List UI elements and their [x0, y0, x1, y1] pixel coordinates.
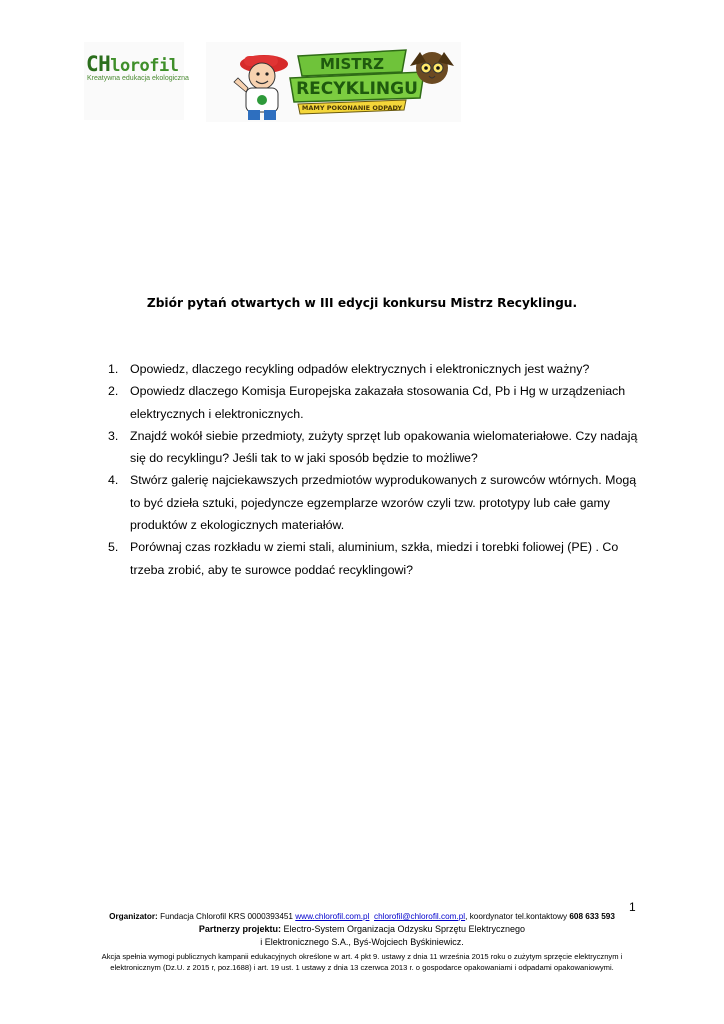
footer-partners-line	[60, 923, 664, 936]
question-list	[108, 358, 648, 581]
question-text: Stwórz galerię najciekawszych przedmiotów wyprodukowanych z surowców wtórnych. Mogą to być dzieła sztuki, pojedyncze egzemplarze wzorów czyli tzw. prototypy lub całe gamy produktów z ekologicznych materiałów.	[130, 473, 637, 533]
question-item	[108, 469, 648, 536]
footer-legal	[60, 951, 664, 973]
question-text: Opowiedz dlaczego Komisja Europejska zakazała stosowania Cd, Pb i Hg w urządzeniach elektrycznych i elektronicznych.	[130, 384, 626, 421]
website-link[interactable]: www.chlorofil.com.pl	[295, 912, 370, 921]
chlorofil-logo-rest: lorofil	[110, 56, 179, 76]
page-number: 1	[629, 900, 636, 914]
question-item	[108, 425, 648, 470]
mistrz-line2: RECYKLINGU	[296, 79, 418, 99]
question-text: Opowiedz, dlaczego recykling odpadów elektrycznych i elektronicznych jest ważny?	[130, 362, 590, 376]
question-text: Znajdź wokół siebie przedmioty, zużyty sprzęt lub opakowania wielomateriałowe. Czy nadają się do recyklingu? Jeśli tak to w jaki sposób będzie to możliwe?	[130, 428, 638, 466]
chlorofil-tagline: Kreatywna edukacja ekologiczna	[87, 75, 189, 82]
organizer-label: Organizator:	[109, 912, 158, 921]
question-number: 5.	[108, 540, 119, 555]
mistrz-line3: MAMY POKONANIE ODPADY	[301, 104, 403, 112]
legal-line1: Akcja spełnia wymogi publicznych kampanii edukacyjnych określone w art. 4 pkt 9. ustawy z dnia 11 września 2015 roku o zużytym sprzęcie elektrycznym i	[101, 952, 623, 961]
mistrz-recyklingu-illustration	[206, 42, 461, 122]
organizer-text: Fundacja Chlorofil KRS 0000393451	[157, 912, 296, 921]
chlorofil-logo	[84, 42, 189, 120]
email-link[interactable]: chlorofil@chlorofil.com.pl	[374, 912, 466, 921]
question-number: 4.	[108, 473, 119, 488]
question-item	[108, 380, 648, 425]
chlorofil-logo-text	[86, 52, 178, 76]
mistrz-line1: MISTRZ	[320, 55, 384, 73]
legal-line2: elektronicznym (Dz.U. z 2015 r, poz.1688) i art. 19 ust. 1 ustawy z dnia 13 czerwca 2013 r. o gospodarce opakowaniami i odpadami opakowaniowymi.	[110, 963, 614, 972]
question-item	[108, 536, 648, 581]
partners-text1: Electro-System Organizacja Odzysku Sprzętu Elektrycznego	[280, 924, 526, 934]
question-number: 2.	[108, 384, 119, 399]
question-number: 1.	[108, 362, 119, 376]
footer	[60, 910, 664, 973]
question-text: Porównaj czas rozkładu w ziemi stali, aluminium, szkła, miedzi i torebki foliowej (PE) . Co trzeba zrobić, aby te surowce poddać recyklingowi?	[130, 540, 619, 577]
question-item	[108, 358, 648, 380]
document-title: Zbiór pytań otwartych w III edycji konkursu Mistrz Recyklingu.	[146, 296, 578, 310]
mistrz-recyklingu-logo	[206, 42, 461, 122]
footer-partners-line2: i Elektronicznego S.A., Byś-Wojciech Byśkiniewicz.	[260, 937, 464, 947]
partners-label: Partnerzy projektu:	[198, 924, 281, 934]
question-number: 3.	[108, 428, 119, 443]
footer-organizer-line	[60, 910, 664, 923]
phone-number: 608 633 593	[569, 912, 615, 921]
chlorofil-logo-ch: CH	[86, 52, 111, 76]
coordinator-text: , koordynator tel.kontaktowy	[465, 912, 570, 921]
